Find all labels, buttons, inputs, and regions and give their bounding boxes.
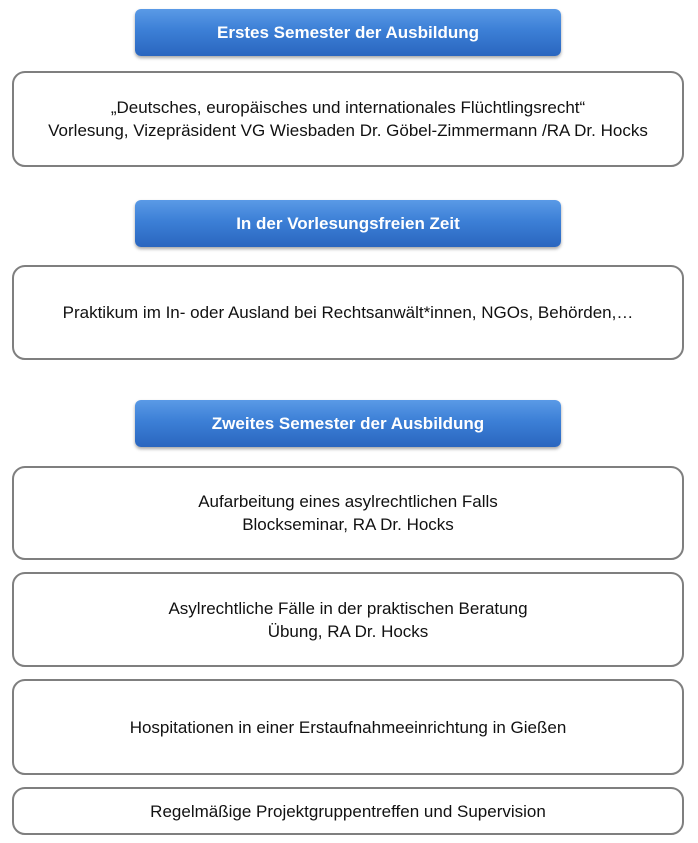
box-line-title: „Deutsches, europäisches und internationales Flüchtlingsrecht“ [110,98,586,117]
box-reception-centre-visits [12,679,684,775]
box-line-title: Regelmäßige Projektgruppentreffen und Supervision [150,801,546,821]
box-line-title: Hospitationen in einer Erstaufnahmeeinrichtung in Gießen [129,717,567,737]
box-line-subtitle: Vorlesung, Vizepräsident VG Wiesbaden Dr. Göbel-Zimmermann /RA Dr. Hocks [48,121,648,140]
box-line-title: Aufarbeitung eines asylrechtlichen Falls [198,492,498,511]
box-refugee-law-lecture [12,71,684,167]
box-line-title: Praktikum im In- oder Ausland bei Rechtsanwält*innen, NGOs, Behörden,… [62,303,634,322]
header-lecture-free-period: In der Vorlesungsfreien Zeit [135,200,561,247]
header-second-semester: Zweites Semester der Ausbildung [135,400,561,447]
box-case-review-seminar [12,466,684,560]
box-line-title: Asylrechtliche Fälle in der praktischen Beratung [168,598,528,618]
box-project-group-meetings [12,787,684,835]
box-line-subtitle: Übung, RA Dr. Hocks [267,621,429,641]
header-first-semester: Erstes Semester der Ausbildung [135,9,561,56]
box-internship [12,265,684,360]
box-line-subtitle: Blockseminar, RA Dr. Hocks [242,515,454,534]
box-practical-counselling [12,572,684,667]
